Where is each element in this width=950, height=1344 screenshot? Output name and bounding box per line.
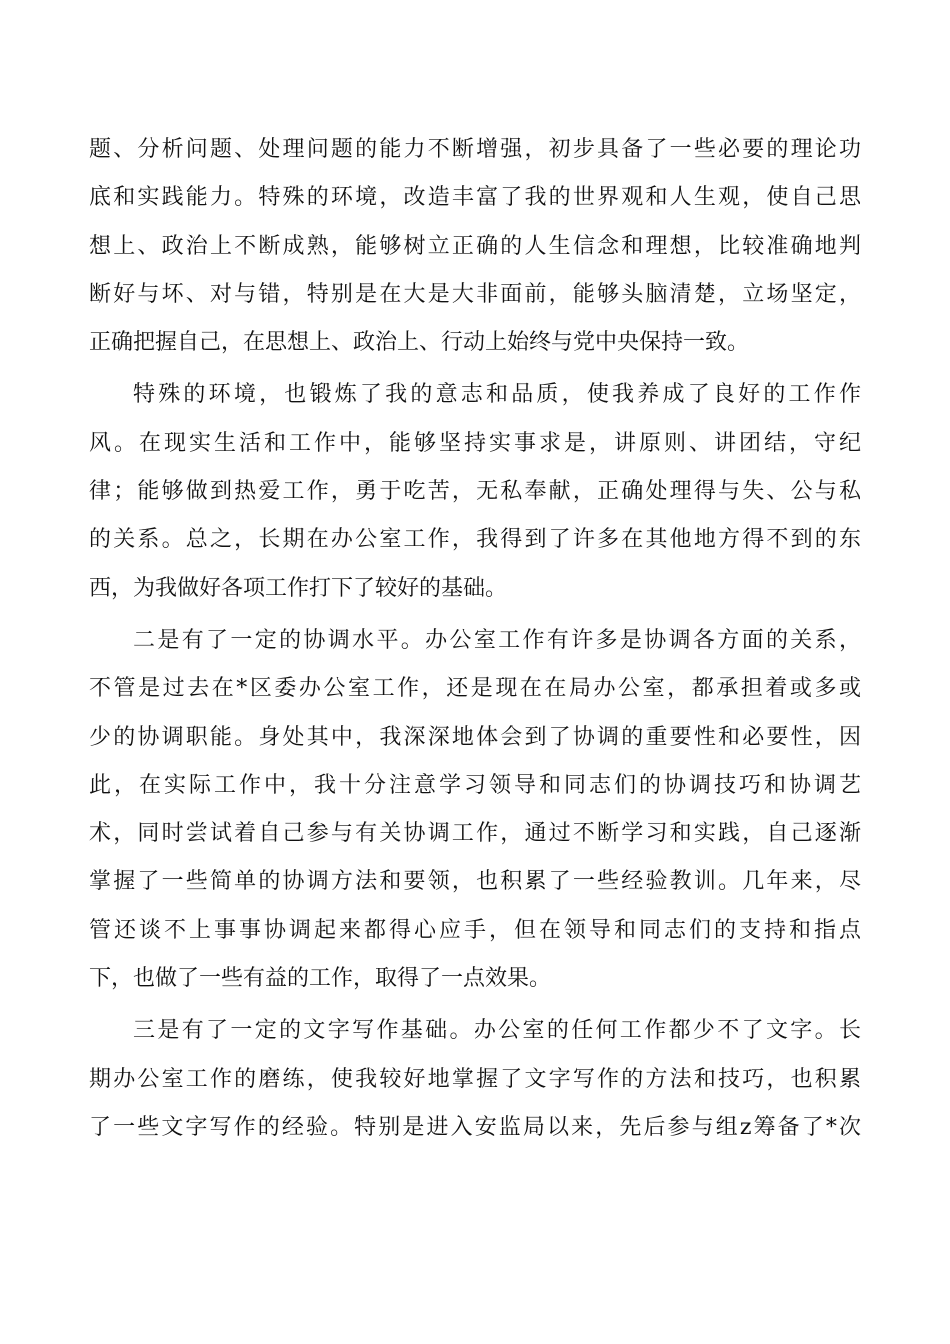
text-line: 特殊的环境，也锻炼了我的意志和品质，使我养成了良好的工作作	[133, 382, 861, 408]
text-line: 此，在实际工作中，我十分注意学习领导和同志们的协调技巧和协调艺	[89, 772, 861, 798]
text-line: 管还谈不上事事协调起来都得心应手，但在领导和同志们的支持和指点	[89, 917, 861, 943]
text-line: 西，为我做好各项工作打下了较好的基础。	[89, 575, 508, 601]
text-line: 期办公室工作的磨练，使我较好地掌握了文字写作的方法和技巧，也积累	[89, 1066, 861, 1092]
text-line: 下，也做了一些有益的工作，取得了一点效果。	[89, 966, 552, 992]
text-line: 风。在现实生活和工作中，能够坚持实事求是，讲原则、讲团结，守纪	[89, 430, 861, 456]
text-line: 正确把握自己，在思想上、政治上、行动上始终与党中央保持一致。	[89, 330, 750, 356]
text-line: 少的协调职能。身处其中，我深深地体会到了协调的重要性和必要性，因	[89, 724, 861, 750]
text-line: 二是有了一定的协调水平。办公室工作有许多是协调各方面的关系，	[133, 627, 861, 653]
text-line: 断好与坏、对与错，特别是在大是大非面前，能够头脑清楚，立场坚定，	[89, 281, 861, 307]
text-line: 三是有了一定的文字写作基础。办公室的任何工作都少不了文字。长	[133, 1018, 861, 1044]
text-line: 掌握了一些简单的协调方法和要领，也积累了一些经验教训。几年来，尽	[89, 869, 861, 895]
text-line: 想上、政治上不断成熟，能够树立正确的人生信念和理想，比较准确地判	[89, 233, 861, 259]
text-line: 题、分析问题、处理问题的能力不断增强，初步具备了一些必要的理论功	[89, 137, 861, 162]
text-line: 了一些文字写作的经验。特别是进入安监局以来，先后参与组z筹备了*次	[89, 1114, 861, 1140]
text-line: 底和实践能力。特殊的环境，改造丰富了我的世界观和人生观，使自己思	[89, 185, 861, 211]
text-line: 律；能够做到热爱工作，勇于吃苦，无私奉献，正确处理得与失、公与私	[89, 479, 861, 505]
paragraph-4	[89, 1007, 861, 1152]
paragraph-1	[89, 126, 861, 367]
text-line: 不管是过去在*区委办公室工作，还是现在在局办公室，都承担着或多或	[89, 676, 861, 702]
text-line: 术，同时尝试着自己参与有关协调工作，通过不断学习和实践，自己逐渐	[89, 821, 861, 847]
paragraph-2	[89, 371, 861, 612]
body-text	[89, 126, 861, 1152]
paragraph-3	[89, 617, 861, 1003]
text-line: 的关系。总之，长期在办公室工作，我得到了许多在其他地方得不到的东	[89, 527, 861, 553]
